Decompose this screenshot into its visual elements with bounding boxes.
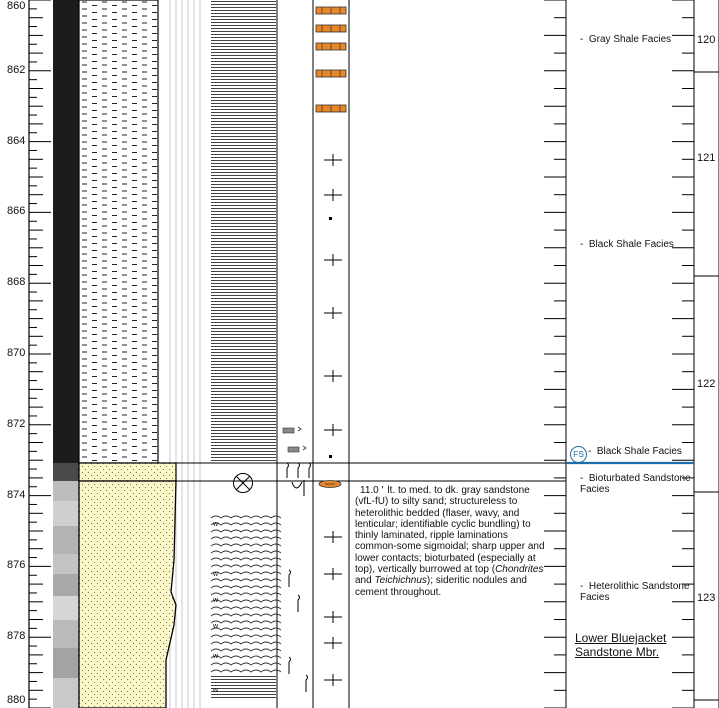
depth-label: 880: [7, 694, 26, 706]
wavy-bed: [211, 558, 281, 560]
depth-label: 870: [7, 347, 26, 359]
wavy-bed-symbol: w: [213, 597, 219, 604]
pyrite-dots: [329, 217, 332, 458]
description-text: and: [355, 575, 375, 587]
depth-label: 862: [7, 63, 26, 76]
description-text: ); sideritic nodules and cement throughout.: [355, 575, 527, 598]
lithology-description: [355, 485, 547, 598]
wavy-bed: [211, 600, 281, 602]
heterolithic-bedding: [211, 516, 281, 694]
lamination-shale: [211, 0, 276, 463]
wavy-bed: [211, 663, 281, 665]
depth-label: 878: [7, 630, 26, 643]
depth-label: 874: [7, 488, 26, 501]
facies-label: - Gray Shale Facies: [580, 34, 672, 45]
unit-thickness: 11.0 ': [360, 485, 384, 496]
facies-label: - Black Shale Facies: [580, 239, 674, 250]
sand-transition: [79, 463, 176, 481]
depth-label: 860: [7, 0, 26, 12]
wavy-bed: [211, 551, 281, 553]
wavy-bed: [211, 621, 281, 623]
wavy-bed: [211, 516, 281, 518]
cross-symbol: [324, 568, 342, 580]
wavy-bed: [211, 586, 281, 588]
siderite-beds: [316, 7, 346, 112]
description-genus: Teichichnus: [374, 575, 427, 587]
wavy-bed: [211, 572, 281, 574]
wavy-bed: [211, 656, 281, 658]
wavy-bed-symbol: w: [213, 653, 219, 660]
wavy-bed: [211, 565, 281, 567]
depth-label: 866: [7, 205, 26, 218]
gray-color-bar: [53, 481, 79, 708]
core-box-label: 121: [697, 152, 716, 164]
facies-label: - Black Shale Facies: [588, 446, 682, 457]
description-text: lt. to med. to dk. gray sandstone (vfL-fU) to silty sand; structureless to heterolithic bedded (flaser, wavy, and lenticular; identifiable cyclic bundling) to thinly laminated, ripple laminations common-some sigmoidal; sharp upper and lower contacts; bioturbated (especially at top), vertically burrowed at top (: [355, 485, 545, 576]
shale-lithology: [79, 0, 158, 463]
wavy-bed: [211, 670, 281, 672]
wavy-bed: [211, 523, 281, 525]
wavy-bed-symbol: w: [213, 623, 219, 630]
facies-label: - Bioturbated Sandstone Facies: [580, 473, 691, 495]
core-box-label: 122: [697, 378, 716, 390]
depth-label: 872: [7, 417, 26, 430]
cross-symbol: [324, 307, 342, 319]
wavy-bed: [211, 530, 281, 532]
wavy-bed: [211, 635, 281, 637]
wavy-bed: [211, 642, 281, 644]
description-genus: Chondrites: [495, 564, 544, 576]
depth-label: 864: [7, 134, 26, 147]
wavy-bed: [211, 649, 281, 651]
flooding-surface-badge: FS: [570, 446, 587, 463]
cross-symbol: [324, 189, 342, 201]
fossil-fragments: [283, 427, 306, 452]
wavy-bed: [211, 544, 281, 546]
transition-bar: [53, 463, 79, 481]
cross-symbol: [324, 531, 342, 543]
cross-symbol: [324, 637, 342, 649]
core-box-label: 123: [697, 592, 716, 604]
dark-color-bar: [53, 0, 79, 463]
lamination-sand: [211, 676, 276, 700]
cross-symbol: [324, 611, 342, 623]
wavy-bed: [211, 614, 281, 616]
core-box-label: 120: [697, 34, 716, 46]
facies-label: - Heterolithic Sandstone Facies: [580, 581, 690, 603]
wavy-bed: [211, 593, 281, 595]
wavy-bed: [211, 579, 281, 581]
wavy-bed: [211, 628, 281, 630]
wavy-bed-symbol: w: [213, 687, 219, 694]
wavy-bed-symbol: w: [213, 521, 219, 528]
accessory-symbols: [324, 154, 342, 686]
cross-symbol: [324, 154, 342, 166]
cross-symbol: [324, 674, 342, 686]
depth-axis: [29, 0, 51, 708]
cross-symbol: [324, 424, 342, 436]
member-name: Lower Bluejacket Sandstone Mbr.: [575, 631, 667, 659]
wavy-bed: [211, 607, 281, 609]
cross-symbol: [324, 254, 342, 266]
burrow-symbols: [287, 463, 311, 692]
concretion-symbol: [234, 474, 253, 493]
wavy-bed-symbol: w: [213, 571, 219, 578]
depth-label: 868: [7, 276, 26, 289]
siderite-bed-marks: [322, 7, 340, 112]
depth-label: 876: [7, 559, 26, 572]
cross-symbol: [324, 370, 342, 382]
wavy-bed: [211, 537, 281, 539]
sandstone-lithology: [79, 481, 176, 708]
